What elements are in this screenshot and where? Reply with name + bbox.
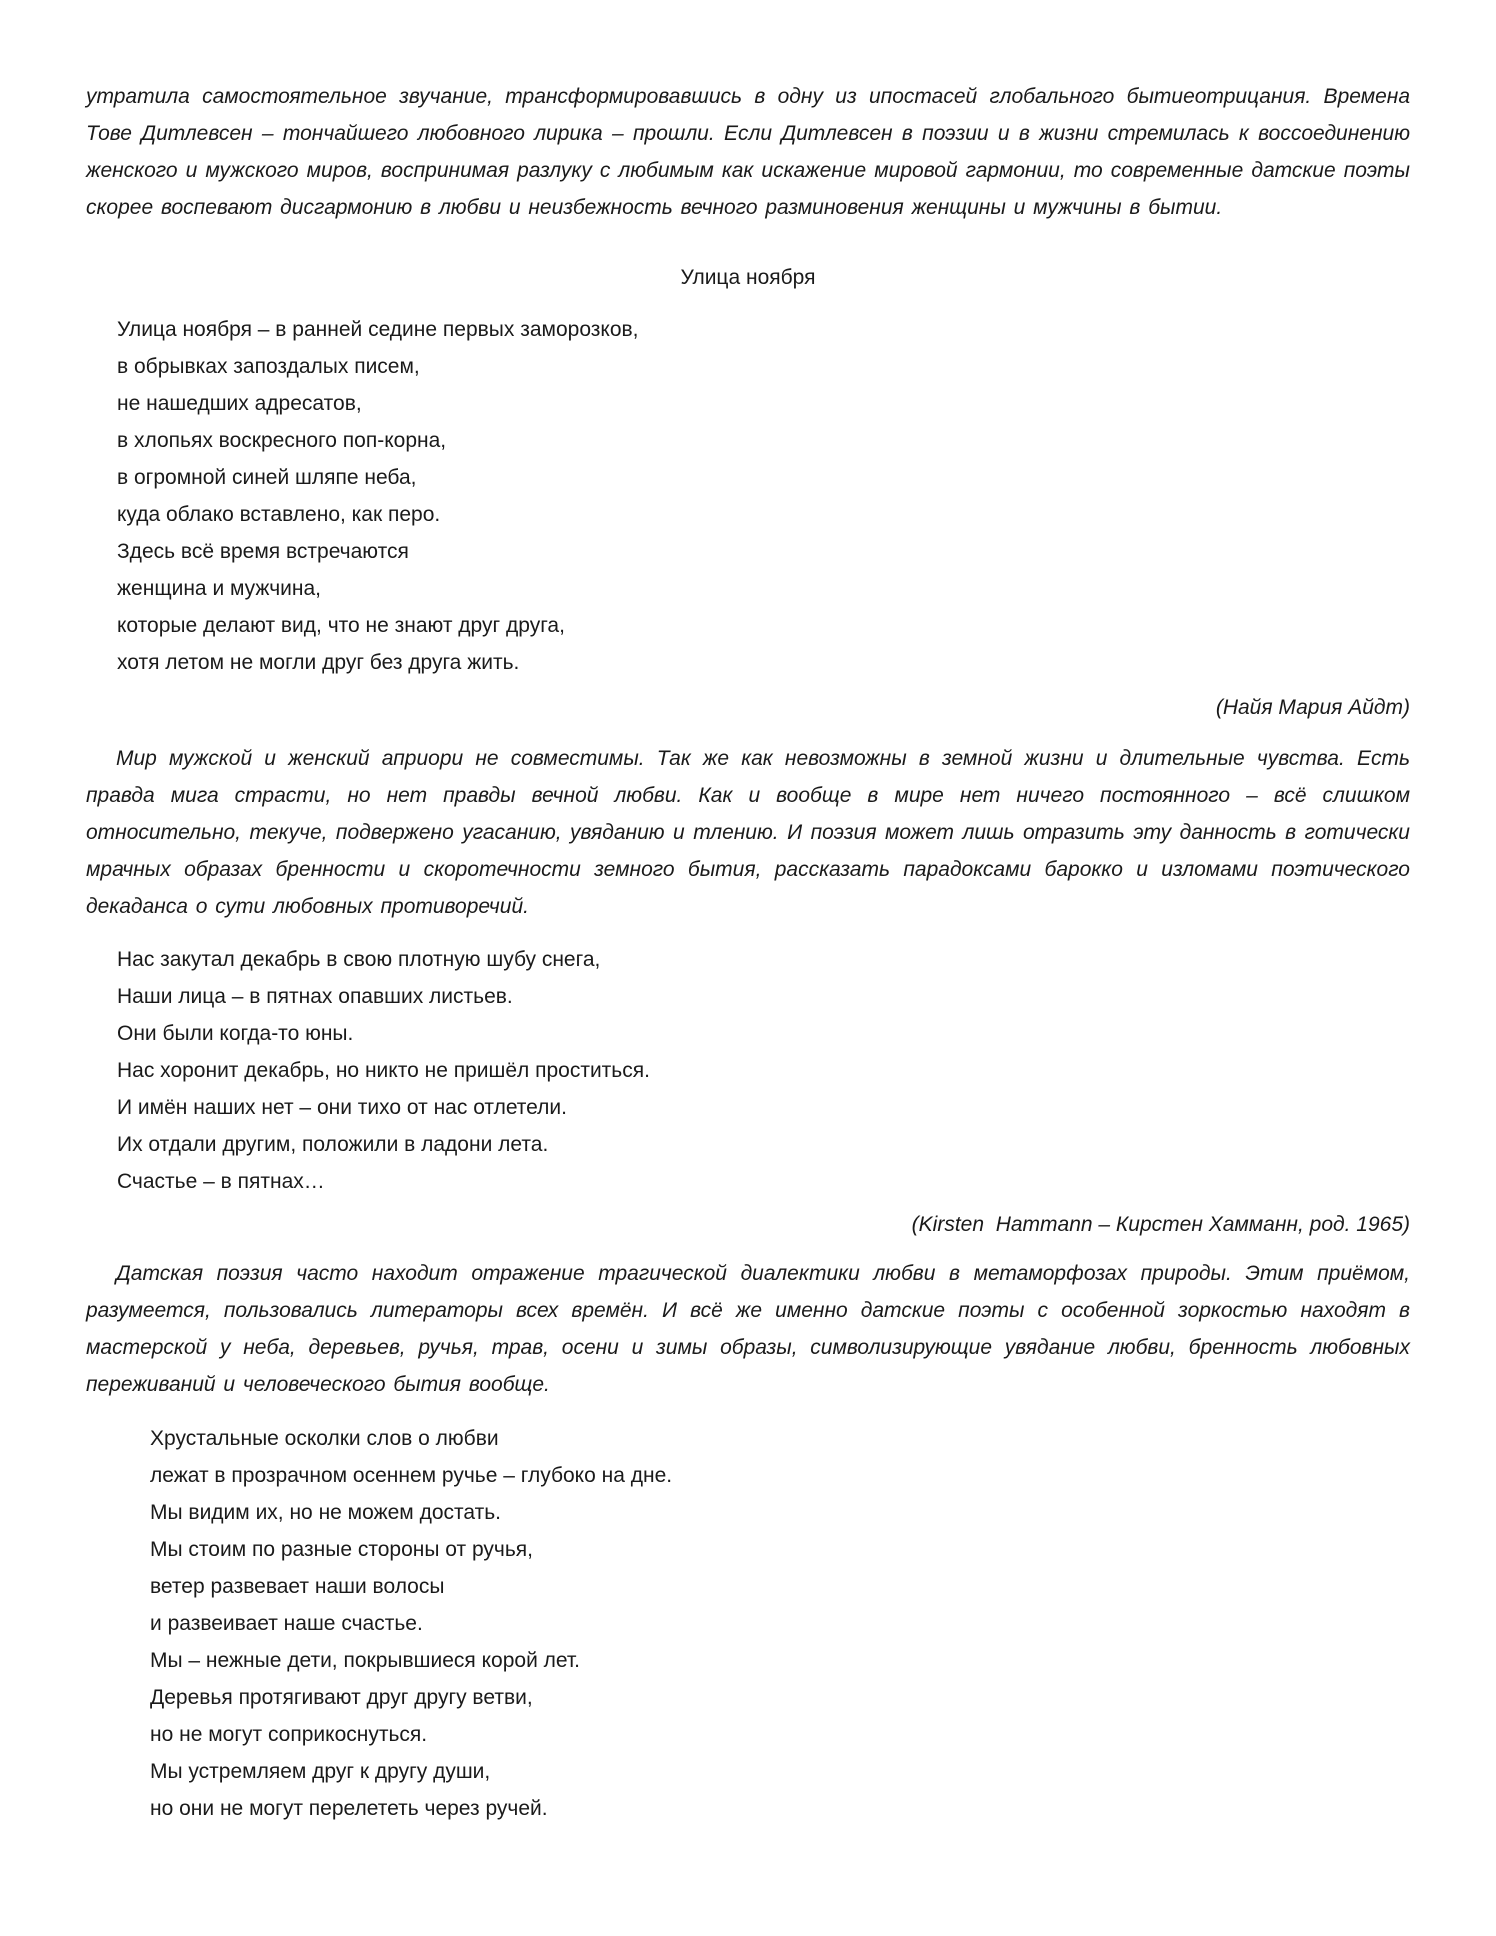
commentary-paragraph: Мир мужской и женский априори не совместимы. Так же как невозможны в земной жизни и длительные чувства. Есть правда мига страсти, но нет правды вечной любви. Как и вообще в мире нет ничего постоянного – всё слишком относительно, текуче, подвержено угасанию, увяданию и тлению. И поэзия может лишь отразить эту данность в готически мрачных образах бренности и скоротечности земного бытия, рассказать парадоксами барокко и изломами поэтического декаданса о сути любовных противоречий. [86, 747, 1410, 918]
poem-line: Наши лица – в пятнах опавших листьев. [117, 985, 513, 1008]
poem-line: Улица ноября – в ранней седине первых заморозков, [117, 318, 639, 341]
poem-line: ветер развевает наши волосы [150, 1575, 445, 1598]
poem-line: Нас закутал декабрь в свою плотную шубу снега, [117, 948, 601, 971]
poem-line: лежат в прозрачном осеннем ручье – глубоко на дне. [150, 1464, 673, 1487]
poem-line: в огромной синей шляпе неба, [117, 466, 417, 489]
poem-line: Мы – нежные дети, покрывшиеся корой лет. [150, 1649, 580, 1672]
poem-december [117, 941, 1410, 1200]
poem-line: Счастье – в пятнах… [117, 1170, 325, 1193]
poem-line: не нашедших адресатов, [117, 392, 362, 415]
poem-line: Их отдали другим, положили в ладони лета. [117, 1133, 549, 1156]
poem-line: в хлопьях воскресного поп-корна, [117, 429, 447, 452]
poem-crystal-shards [150, 1420, 1410, 1827]
poem-attribution: (Kirsten Hammann – Кирстен Хамманн, род. 1965) [911, 1213, 1410, 1236]
poem-title: Улица ноября [680, 266, 816, 289]
intro-paragraph: утратила самостоятельное звучание, трансформировавшись в одну из ипостасей глобального бытиеотрицания. Времена Тове Дитлевсен – тончайшего любовного лирика – прошли. Если Дитлевсен в поэзии и в жизни стремилась к воссоединению женского и мужского миров, воспринимая разлуку с любимым как искажение мировой гармонии, то современные датские поэты скорее воспевают дисгармонию в любви и неизбежность вечного разминовения женщины и мужчины в бытии. [86, 85, 1410, 219]
poem-line: Мы стоим по разные стороны от ручья, [150, 1538, 533, 1561]
document-content [86, 0, 1410, 1827]
poem-line: И имён наших нет – они тихо от нас отлетели. [117, 1096, 567, 1119]
poem-line: но они не могут перелететь через ручей. [150, 1797, 548, 1820]
poem-line: Здесь всё время встречаются [117, 540, 409, 563]
poem-line: Они были когда-то юны. [117, 1022, 354, 1045]
poem-attribution: (Найя Мария Айдт) [1215, 696, 1410, 719]
poem-line: Мы устремляем друг к другу души, [150, 1760, 491, 1783]
poem-line: хотя летом не могли друг без друга жить. [117, 651, 520, 674]
poem-line: Нас хоронит декабрь, но никто не пришёл проститься. [117, 1059, 650, 1082]
poem-line: которые делают вид, что не знают друг друга, [117, 614, 565, 637]
poem-line: Деревья протягивают друг другу ветви, [150, 1686, 533, 1709]
poem-november-street [117, 311, 1410, 681]
poem-line: женщина и мужчина, [117, 577, 322, 600]
poem-line: Мы видим их, но не можем достать. [150, 1501, 501, 1524]
poem-line: но не могут соприкоснуться. [150, 1723, 428, 1746]
poem-line: и развеивает наше счастье. [150, 1612, 423, 1635]
poem-line: Хрустальные осколки слов о любви [150, 1427, 499, 1450]
poem-line: куда облако вставлено, как перо. [117, 503, 441, 526]
poem-line: в обрывках запоздалых писем, [117, 355, 420, 378]
commentary-paragraph: Датская поэзия часто находит отражение трагической диалектики любви в метаморфозах природы. Этим приёмом, разумеется, пользовались литераторы всех времён. И всё же именно датские поэты с особенной зоркостью находят в мастерской у неба, деревьев, ручья, трав, осени и зимы образы, символизирующие увядание любви, бренность любовных переживаний и человеческого бытия вообще. [86, 1262, 1410, 1396]
